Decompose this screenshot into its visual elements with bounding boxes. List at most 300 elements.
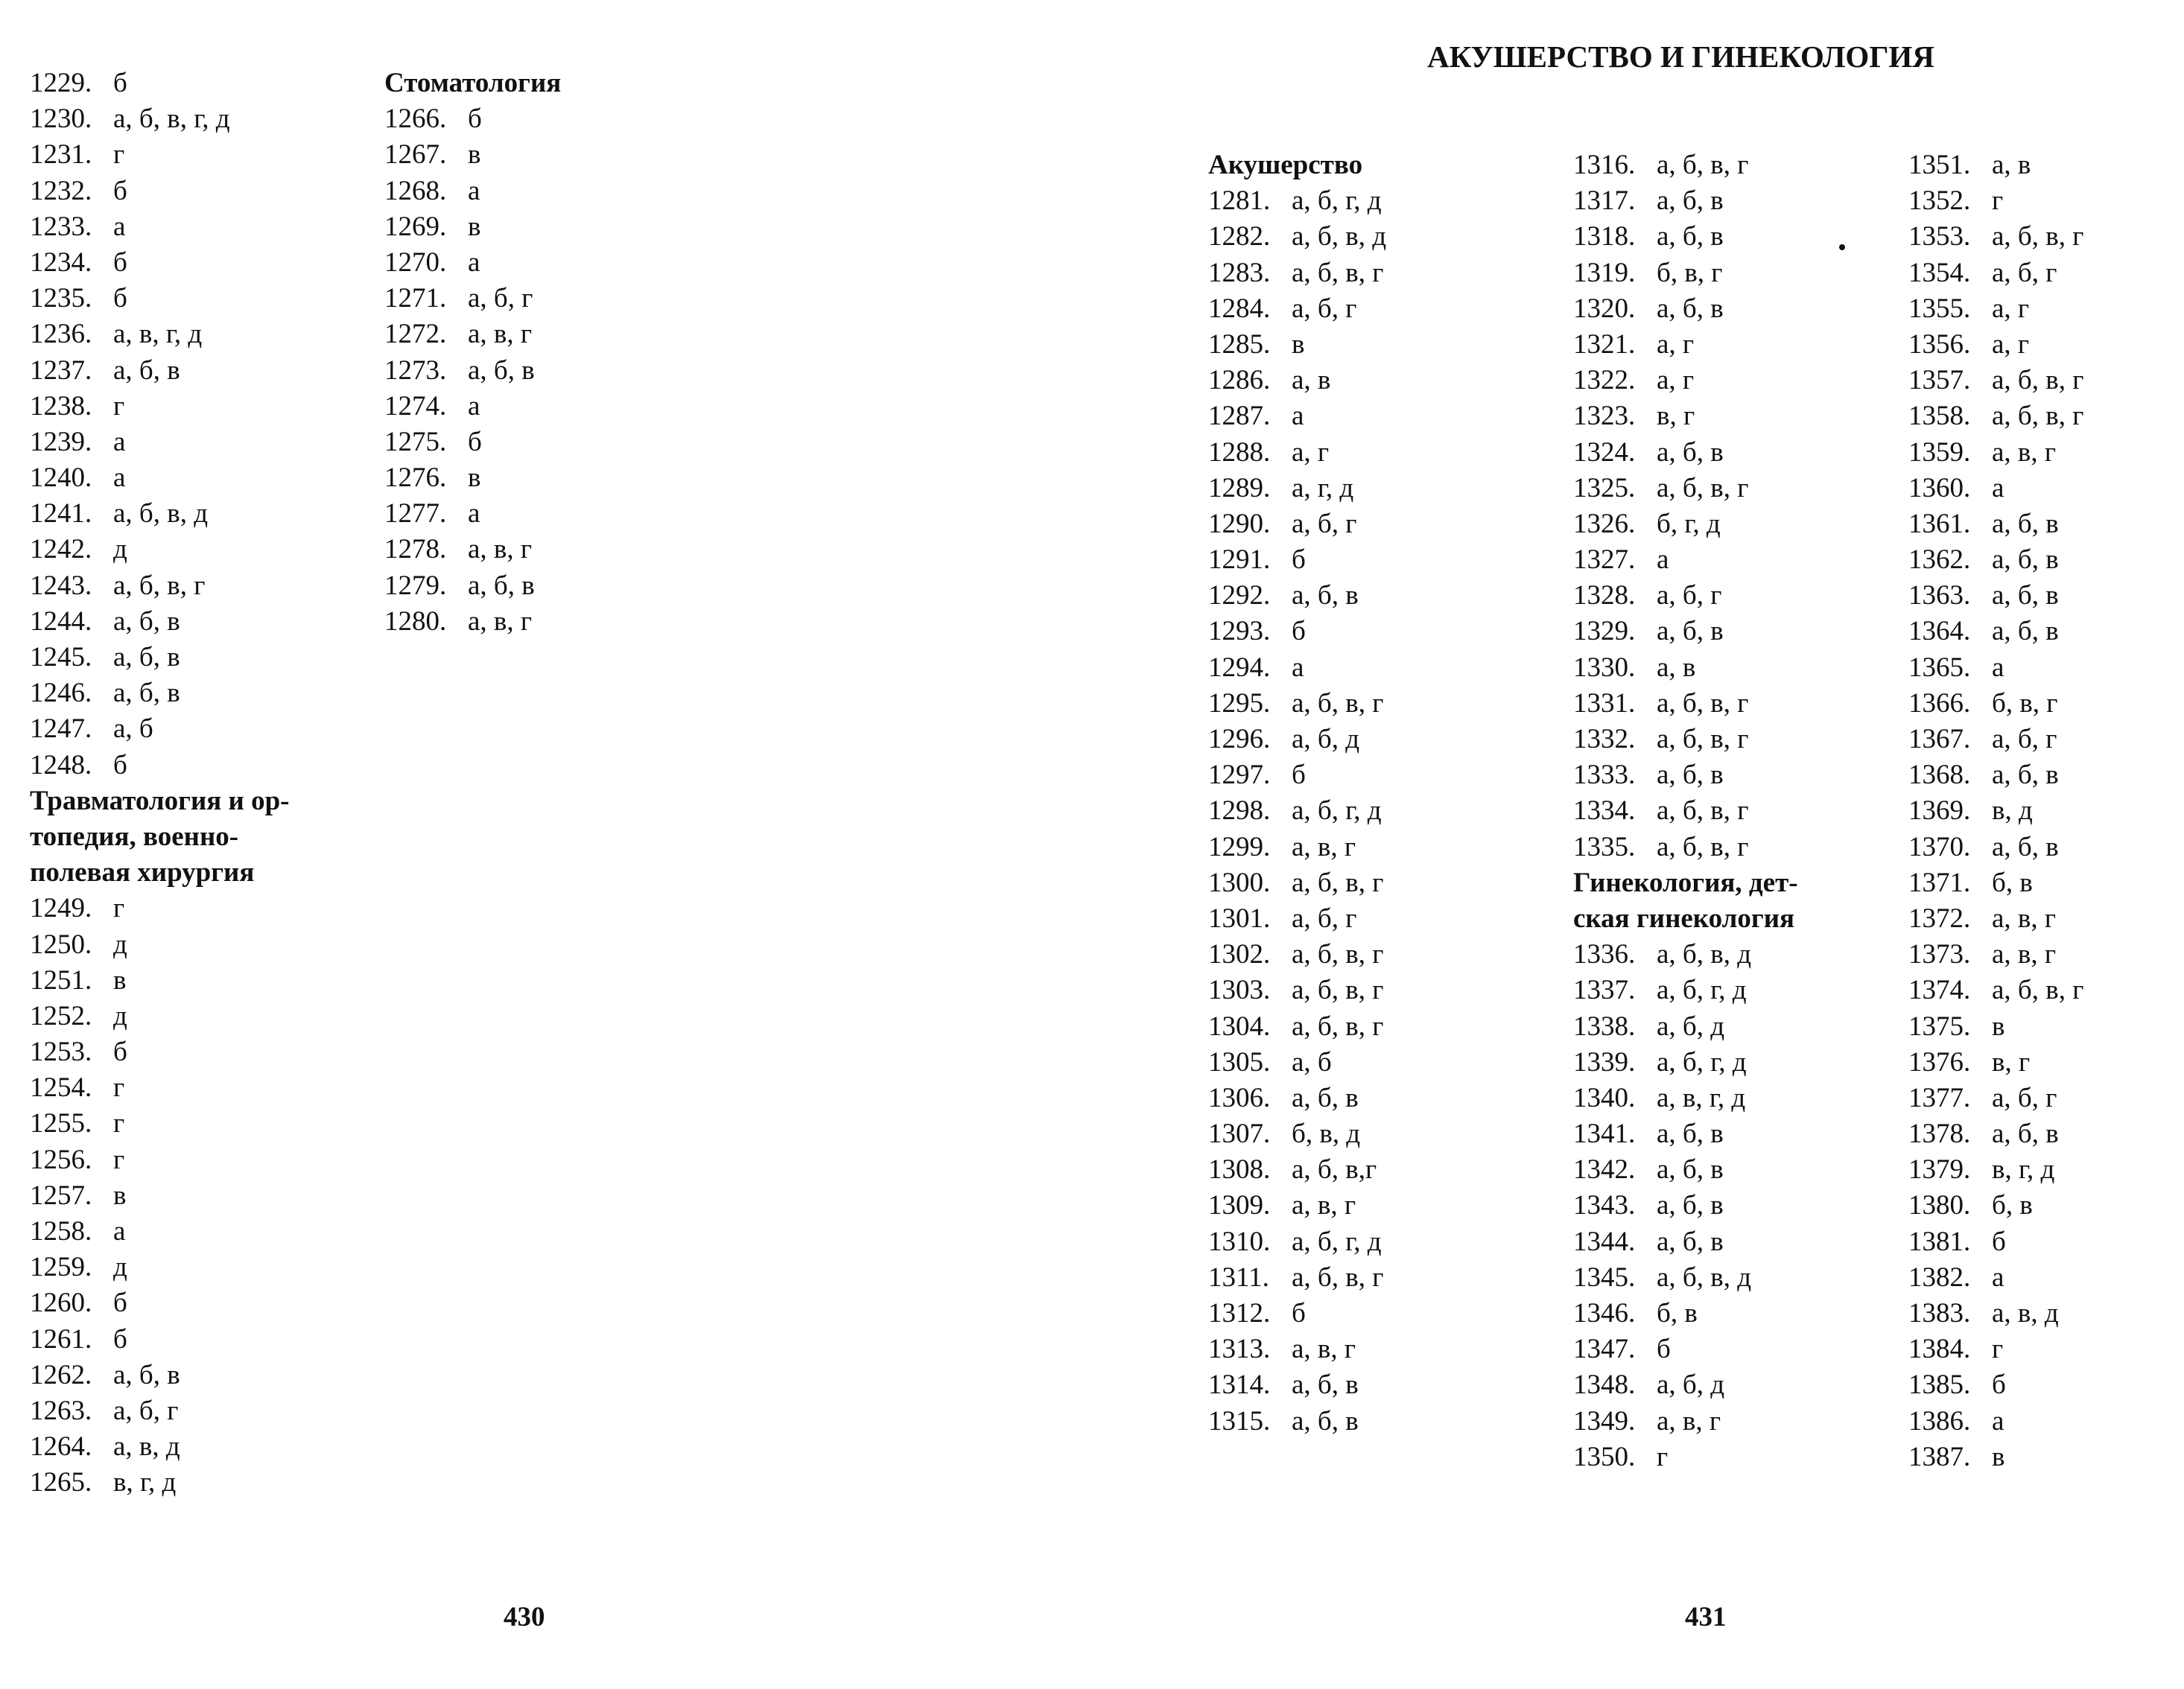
answer-letters: а <box>468 246 480 278</box>
question-number: 1380. <box>1908 1190 1971 1221</box>
answer-entry <box>1573 327 1798 363</box>
question-number: 1338. <box>1573 1011 1636 1042</box>
question-number: 1293. <box>1208 616 1271 647</box>
question-number: 1292. <box>1208 580 1271 611</box>
question-number: 1307. <box>1208 1119 1271 1150</box>
answer-letters: в, г <box>1657 401 1695 432</box>
answer-entry <box>1573 1081 1798 1116</box>
answer-letters: а, в, г <box>468 319 533 350</box>
question-number: 1372. <box>1908 903 1971 934</box>
answer-entry <box>1908 1116 2083 1152</box>
answer-letters: а, б, в <box>1992 544 2059 576</box>
answer-entry <box>1208 722 1386 757</box>
question-number: 1284. <box>1208 293 1271 324</box>
question-number: 1303. <box>1208 975 1271 1006</box>
answer-entry <box>1208 830 1386 865</box>
question-number: 1342. <box>1573 1154 1636 1186</box>
question-number: 1321. <box>1573 328 1636 360</box>
question-number: 1278. <box>384 534 447 565</box>
answer-entry <box>30 748 290 783</box>
question-number: 1235. <box>30 283 92 314</box>
question-number: 1261. <box>30 1323 92 1355</box>
answer-letters: а, б, в, г <box>1292 687 1384 719</box>
question-number: 1298. <box>1208 795 1271 827</box>
answer-letters: а, б, в <box>1292 1370 1359 1401</box>
answer-letters: б, в, г <box>1992 687 2058 719</box>
answer-letters: а, б, д <box>1657 1370 1725 1401</box>
answer-letters: а, б, в, д <box>1657 939 1752 970</box>
question-number: 1382. <box>1908 1262 1971 1293</box>
question-number: 1332. <box>1573 724 1636 754</box>
question-number: 1285. <box>1208 328 1271 360</box>
answer-letters: б, в, г <box>1657 257 1723 288</box>
answer-letters: г <box>113 139 125 171</box>
answer-entry <box>1908 1332 2083 1367</box>
answer-letters: а, в, г <box>1992 436 2057 468</box>
question-number: 1288. <box>1208 436 1271 468</box>
answer-letters: а, б, в, г <box>1657 150 1749 180</box>
question-number: 1322. <box>1573 365 1636 396</box>
answer-entry <box>1208 1367 1386 1403</box>
question-number: 1364. <box>1908 616 1971 647</box>
question-number: 1354. <box>1908 257 1971 288</box>
answer-letters: а <box>113 426 126 457</box>
answer-column-3 <box>1208 147 1386 1440</box>
answer-entry <box>1208 1296 1386 1332</box>
question-number: 1272. <box>384 319 447 350</box>
question-number: 1324. <box>1573 436 1636 468</box>
answer-entry <box>1208 1152 1386 1188</box>
question-number: 1239. <box>30 426 92 457</box>
answer-letters: а, б, в, г <box>1657 831 1749 862</box>
answer-letters: а, б, г <box>1292 903 1357 934</box>
answer-entry <box>1908 542 2083 578</box>
question-number: 1317. <box>1573 185 1636 217</box>
answer-entry <box>1573 1404 1798 1440</box>
question-number: 1267. <box>384 139 447 171</box>
answer-entry <box>1573 1367 1798 1403</box>
question-number: 1300. <box>1208 867 1271 898</box>
answer-letters: а, б, в, г <box>113 570 206 601</box>
answer-entry <box>1573 435 1798 471</box>
answer-entry <box>384 317 561 352</box>
answer-entry <box>1208 542 1386 578</box>
answer-entry <box>1573 506 1798 542</box>
answer-letters: а, в, г <box>1657 1405 1721 1437</box>
answer-letters: а, в, д <box>113 1431 180 1463</box>
answer-letters: б <box>113 68 127 98</box>
answer-entry <box>1908 578 2083 614</box>
answer-letters: а, б, г, д <box>1657 975 1747 1006</box>
answer-letters: в <box>468 139 481 171</box>
question-number: 1240. <box>30 462 92 494</box>
answer-letters: а, б, в, г <box>1657 795 1749 827</box>
answer-entry <box>1208 291 1386 327</box>
question-number: 1316. <box>1573 150 1636 180</box>
answer-letters: а, б, в, г <box>1292 867 1384 898</box>
answer-letters: б <box>113 175 127 206</box>
question-number: 1375. <box>1908 1011 1971 1042</box>
answer-letters: а, б, в <box>1657 760 1724 791</box>
answer-entry <box>1573 1296 1798 1332</box>
answer-entry <box>1573 1009 1798 1045</box>
answer-entry <box>1208 471 1386 506</box>
answer-letters: а, б, в, д <box>1292 221 1387 252</box>
question-number: 1334. <box>1573 795 1636 827</box>
answer-entry <box>1208 757 1386 793</box>
answer-letters: а, в <box>1292 365 1331 396</box>
answer-entry <box>384 568 561 604</box>
question-number: 1295. <box>1208 687 1271 719</box>
answer-letters: в, г, д <box>113 1467 177 1498</box>
question-number: 1385. <box>1908 1370 1971 1401</box>
question-number: 1356. <box>1908 328 1971 360</box>
question-number: 1297. <box>1208 760 1271 791</box>
answer-letters: а, б, г <box>113 1395 179 1426</box>
answer-letters: а, в <box>1992 150 2031 180</box>
question-number: 1379. <box>1908 1154 1971 1186</box>
question-number: 1335. <box>1573 831 1636 862</box>
answer-letters: а, б, в, г <box>1657 687 1749 719</box>
answer-entry <box>1208 506 1386 542</box>
answer-entry <box>1573 1440 1798 1475</box>
answer-entry <box>1208 183 1386 219</box>
answer-entry <box>1573 722 1798 757</box>
answer-entry <box>1573 830 1798 865</box>
answer-letters: а, г <box>1292 436 1330 468</box>
answer-letters: а, б, в <box>1657 1190 1724 1221</box>
answer-letters: а, б, в, г, д <box>113 104 230 135</box>
answer-entry <box>384 532 561 567</box>
answer-letters: а <box>1657 544 1669 576</box>
answer-entry <box>1573 471 1798 506</box>
answer-entry <box>1573 1260 1798 1296</box>
answer-entry <box>30 640 290 675</box>
answer-letters: б <box>1292 760 1306 791</box>
answer-entry <box>30 1178 290 1214</box>
answer-letters: а, б, в <box>1657 293 1724 324</box>
answer-letters: а, б, в <box>113 678 180 709</box>
question-number: 1345. <box>1573 1262 1636 1293</box>
question-number: 1264. <box>30 1431 92 1463</box>
answer-entry <box>30 1214 290 1250</box>
answer-letters: а, б, в <box>1292 580 1359 611</box>
answer-entry <box>1208 865 1386 901</box>
question-number: 1331. <box>1573 687 1636 719</box>
answer-letters: а, б, в <box>1992 760 2059 791</box>
question-number: 1231. <box>30 139 92 171</box>
answer-letters: а, б, в <box>468 354 535 386</box>
question-number: 1248. <box>30 749 92 780</box>
question-number: 1232. <box>30 175 92 206</box>
answer-letters: а, б, в <box>1992 1119 2059 1150</box>
answer-entry <box>1908 291 2083 327</box>
answer-letters: а, в, г <box>1292 1334 1356 1365</box>
answer-entry <box>1908 1188 2083 1224</box>
question-number: 1363. <box>1908 580 1971 611</box>
answer-letters: а <box>1292 401 1304 432</box>
question-number: 1238. <box>30 390 92 422</box>
question-number: 1255. <box>30 1108 92 1139</box>
answer-letters: а <box>1992 472 2004 503</box>
answer-letters: б, г, д <box>1657 508 1721 539</box>
answer-entry <box>30 317 290 352</box>
question-number: 1357. <box>1908 365 1971 396</box>
answer-entry <box>1573 363 1798 398</box>
question-number: 1230. <box>30 104 92 135</box>
question-number: 1243. <box>30 570 92 601</box>
answer-entry <box>30 1070 290 1106</box>
answer-letters: г <box>113 1108 125 1139</box>
question-number: 1282. <box>1208 221 1271 252</box>
question-number: 1262. <box>30 1359 92 1390</box>
answer-entry <box>30 424 290 460</box>
answer-letters: а, б, г, д <box>1292 795 1382 827</box>
question-number: 1318. <box>1573 221 1636 252</box>
answer-letters: а, б, в <box>1657 436 1724 468</box>
answer-entry <box>1573 1152 1798 1188</box>
answer-entry <box>1908 686 2083 722</box>
question-number: 1315. <box>1208 1405 1271 1437</box>
question-number: 1275. <box>384 426 447 457</box>
answer-entry <box>1208 435 1386 471</box>
answer-entry <box>30 1358 290 1393</box>
answer-entry <box>1573 578 1798 614</box>
answer-letters: а, в, г <box>468 534 533 565</box>
answer-entry <box>1908 937 2083 973</box>
answer-letters: а, б, в, д <box>113 498 209 529</box>
answer-letters: а, б, в <box>1657 1226 1724 1257</box>
answer-entry <box>1908 219 2083 255</box>
question-number: 1346. <box>1573 1298 1636 1329</box>
answer-entry <box>1573 398 1798 434</box>
answer-letters: а, в, г, д <box>113 319 203 350</box>
answer-letters: а, б, в <box>1992 831 2059 862</box>
section-heading: Травматология и ор- <box>30 785 290 816</box>
answer-entry <box>1573 650 1798 686</box>
section-heading: ская гинекология <box>1573 903 1795 934</box>
question-number: 1265. <box>30 1467 92 1498</box>
answer-entry <box>1908 1404 2083 1440</box>
answer-entry <box>1573 793 1798 829</box>
section-heading: Гинекология, дет- <box>1573 867 1798 898</box>
question-number: 1259. <box>30 1252 92 1283</box>
question-number: 1361. <box>1908 508 1971 539</box>
answer-letters: а, г, д <box>1292 472 1354 503</box>
answer-entry <box>30 1250 290 1285</box>
section-heading: полевая хирургия <box>30 857 255 888</box>
answer-entry <box>1573 757 1798 793</box>
question-number: 1313. <box>1208 1334 1271 1365</box>
answer-entry <box>30 1465 290 1501</box>
answer-entry <box>1908 1440 2083 1475</box>
answer-letters: а, б, г <box>468 283 533 314</box>
answer-letters: а <box>468 390 480 422</box>
question-number: 1378. <box>1908 1119 1971 1150</box>
question-number: 1279. <box>384 570 447 601</box>
answer-entry <box>1573 291 1798 327</box>
question-number: 1362. <box>1908 544 1971 576</box>
answer-letters: а <box>1292 652 1304 683</box>
question-number: 1241. <box>30 498 92 529</box>
question-number: 1254. <box>30 1072 92 1104</box>
answer-letters: б <box>113 1037 127 1068</box>
question-number: 1312. <box>1208 1298 1271 1329</box>
answer-entry <box>1573 542 1798 578</box>
answer-entry <box>1208 1188 1386 1224</box>
question-number: 1276. <box>384 462 447 494</box>
answer-letters: а, б, в, г <box>1992 221 2084 252</box>
question-number: 1301. <box>1208 903 1271 934</box>
question-number: 1314. <box>1208 1370 1271 1401</box>
answer-entry <box>384 174 561 209</box>
question-number: 1308. <box>1208 1154 1271 1186</box>
question-number: 1323. <box>1573 401 1636 432</box>
answer-letters: а, г <box>1657 365 1695 396</box>
question-number: 1340. <box>1573 1082 1636 1113</box>
answer-letters: б <box>1292 1298 1306 1329</box>
answer-entry <box>1908 1009 2083 1045</box>
answer-letters: а, б, в <box>468 570 535 601</box>
answer-letters: а, б, г <box>1657 580 1722 611</box>
answer-entry <box>1908 255 2083 291</box>
answer-entry <box>1208 650 1386 686</box>
answer-entry <box>1908 506 2083 542</box>
answer-letters: а, б, в <box>1657 221 1724 252</box>
answer-letters: а, в, г, д <box>1657 1082 1746 1113</box>
answer-letters: а, г <box>1992 328 2030 360</box>
answer-entry <box>30 963 290 999</box>
answer-entry <box>1208 686 1386 722</box>
question-number: 1309. <box>1208 1190 1271 1221</box>
question-number: 1359. <box>1908 436 1971 468</box>
answer-letters: а, б, в, г <box>1992 401 2084 432</box>
answer-letters: а, б, в <box>113 354 180 386</box>
answer-entry <box>1908 973 2083 1008</box>
answer-entry <box>1908 1224 2083 1260</box>
question-number: 1247. <box>30 713 92 745</box>
answer-entry <box>384 245 561 281</box>
answer-entry <box>30 891 290 926</box>
answer-entry <box>384 604 561 640</box>
answer-entry <box>30 1106 290 1142</box>
answer-entry <box>1908 1045 2083 1081</box>
answer-letters: г <box>1657 1441 1669 1472</box>
answer-letters: б <box>1992 1370 2006 1401</box>
question-number: 1325. <box>1573 472 1636 503</box>
answer-entry <box>30 568 290 604</box>
answer-letters: а, б, г, д <box>1292 185 1382 217</box>
answer-entry <box>30 496 290 532</box>
question-number: 1273. <box>384 354 447 386</box>
question-number: 1251. <box>30 964 92 996</box>
answer-letters: в, г, д <box>1992 1154 2055 1186</box>
answer-letters: в, г <box>1992 1046 2031 1078</box>
answer-letters: в <box>113 1180 127 1211</box>
answer-letters: а, в, д <box>1992 1298 2059 1329</box>
answer-entry <box>1908 757 2083 793</box>
question-number: 1283. <box>1208 257 1271 288</box>
answer-entry <box>384 137 561 173</box>
answer-entry <box>1908 614 2083 649</box>
answer-letters: б, в <box>1992 1190 2033 1221</box>
answer-letters: а, б, г <box>1292 508 1357 539</box>
page-number-right: 431 <box>1685 1602 1727 1632</box>
question-number: 1311. <box>1208 1262 1269 1293</box>
question-number: 1326. <box>1573 508 1636 539</box>
answer-entry <box>1208 1116 1386 1152</box>
question-number: 1305. <box>1208 1046 1271 1078</box>
answer-entry <box>1573 1224 1798 1260</box>
answer-entry <box>1908 435 2083 471</box>
answer-letters: а, б, в, г <box>1292 975 1384 1006</box>
answer-entry <box>30 209 290 245</box>
answer-letters: а, б, в, г <box>1992 975 2084 1006</box>
answer-letters: а <box>468 498 480 529</box>
answer-entry <box>1908 1260 2083 1296</box>
question-number: 1360. <box>1908 472 1971 503</box>
answer-letters: б, в, д <box>1292 1119 1361 1150</box>
answer-letters: а <box>113 1216 126 1247</box>
answer-entry <box>30 675 290 711</box>
question-number: 1277. <box>384 498 447 529</box>
answer-column-4 <box>1573 147 1798 1475</box>
answer-letters: а, б, в, г <box>1292 257 1384 288</box>
answer-letters: а, г <box>1992 293 2030 324</box>
answer-letters: г <box>1992 185 2004 217</box>
question-number: 1330. <box>1573 652 1636 683</box>
answer-letters: а, б, д <box>1657 1011 1725 1042</box>
answer-letters: б <box>113 749 127 780</box>
answer-entry <box>30 927 290 963</box>
question-number: 1290. <box>1208 508 1271 539</box>
section-heading: топедия, военно- <box>30 821 239 852</box>
answer-entry <box>384 353 561 389</box>
question-number: 1337. <box>1573 975 1636 1006</box>
answer-letters: в <box>113 964 127 996</box>
question-number: 1328. <box>1573 580 1636 611</box>
question-number: 1249. <box>30 893 92 924</box>
answer-letters: а, в, г <box>1292 1190 1356 1221</box>
answer-letters: а, г <box>1657 328 1695 360</box>
answer-entry <box>1208 578 1386 614</box>
answer-letters: а, б, в <box>1657 1154 1724 1186</box>
question-number: 1244. <box>30 605 92 637</box>
answer-entry <box>30 1429 290 1465</box>
answer-entry <box>1208 1009 1386 1045</box>
question-number: 1348. <box>1573 1370 1636 1401</box>
answer-entry <box>1908 901 2083 937</box>
question-number: 1319. <box>1573 257 1636 288</box>
answer-entry <box>30 999 290 1034</box>
answer-letters: а, б, в <box>1992 508 2059 539</box>
answer-column-2 <box>384 66 561 640</box>
answer-entry <box>1908 1296 2083 1332</box>
question-number: 1302. <box>1208 939 1271 970</box>
answer-entry <box>1908 830 2083 865</box>
answer-letters: а, в, г <box>1992 939 2057 970</box>
question-number: 1384. <box>1908 1334 1971 1365</box>
answer-entry <box>1208 614 1386 649</box>
question-number: 1234. <box>30 246 92 278</box>
answer-letters: а, б, г, д <box>1657 1046 1747 1078</box>
answer-letters: б <box>113 246 127 278</box>
answer-letters: а, б, в, г <box>1292 1262 1384 1293</box>
question-number: 1286. <box>1208 365 1271 396</box>
answer-entry <box>30 137 290 173</box>
answer-letters: г <box>1992 1334 2004 1365</box>
answer-entry <box>1573 686 1798 722</box>
